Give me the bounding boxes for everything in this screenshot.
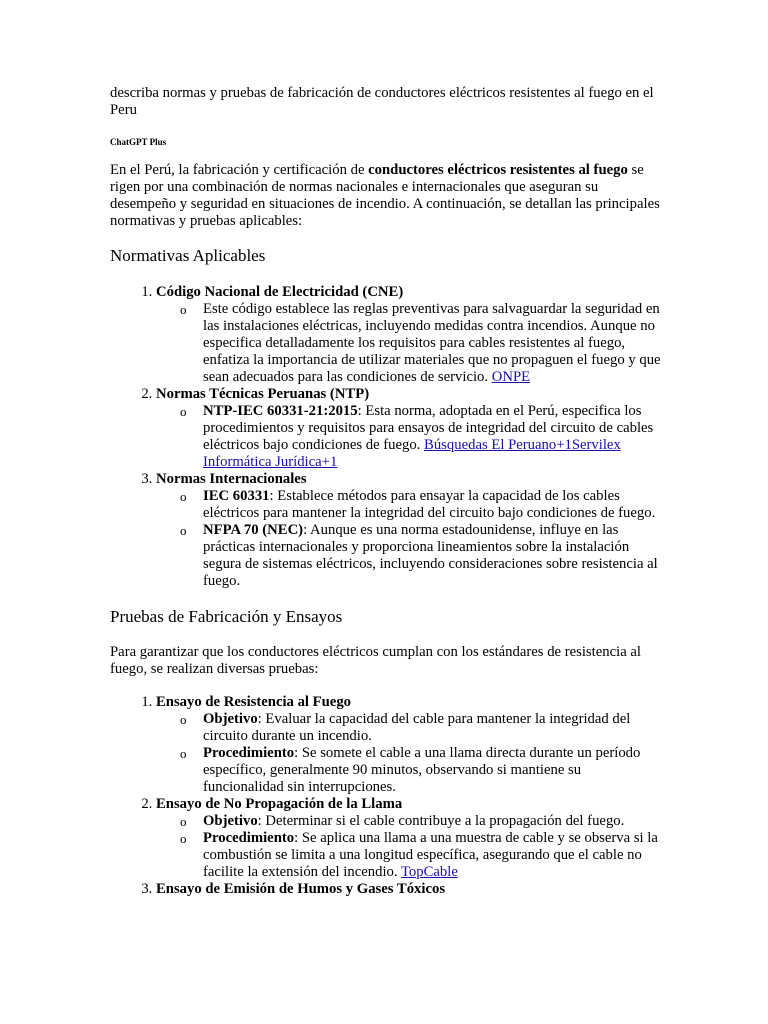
list-item-title: Ensayo de Resistencia al Fuego [156,694,352,710]
sub-item-text: : Aunque es una norma estadounidense, influye en las prácticas internacionales y proporciona lineamientos sobre la instalación segura de sistemas eléctricos, incluyendo consideraciones sobre resistencia al fuego. [203,522,658,589]
sub-item-text: : Se somete el cable a una llama directa durante un período específico, generalmente 90 minutos, observando si mantiene su funcionalidad sin interrupciones. [203,745,641,795]
sub-item-text: : Establece métodos para ensayar la capacidad de los cables eléctricos para mantener la integridad del circuito bajo condiciones de fuego. [203,488,656,521]
section-heading-normativas: Normativas Aplicables [110,246,266,265]
intro-text-after: se rigen por una combinación de normas nacionales e internacionales que aseguran su desempeño y seguridad en situaciones de incendio. A continuación, se detallan las principales normativas y pruebas aplicables: [110,162,660,229]
sub-item-text: Este código establece las reglas preventivas para salvaguardar la seguridad en las instalaciones eléctricas, incluyendo medidas contra incendios. Aunque no especifica detalladamente los requisitos para cables resistentes al fuego, enfatiza la importancia de utilizar materiales que no propaguen el fuego y que sean adecuados para las condiciones de servicio. [203,301,661,385]
intro-paragraph [110,162,662,230]
source-link-onpe[interactable]: ONPE [491,369,531,385]
list-item [156,386,662,471]
sub-item-text: : Esta norma, adoptada en el Perú, especifica los procedimientos y requisitos para ensayos de integridad del circuito de cables eléctricos bajo condiciones de fuego. [203,403,654,453]
document-page [110,85,662,898]
sub-list-item [203,522,662,590]
sub-item-bold: NFPA 70 (NEC) [203,522,304,538]
section-heading-pruebas: Pruebas de Fabricación y Ensayos [110,607,343,626]
sub-list-item [203,301,662,386]
sub-item-bold: IEC 60331 [203,488,270,504]
sub-list-item [203,745,662,796]
sub-item-text: : Evaluar la capacidad del cable para mantener la integridad del circuito durante un incendio. [203,711,631,744]
sub-item-text: : Se aplica una llama a una muestra de cable y se observa si la combustión se limita a una longitud específica, asegurando que el cable no facilite la extensión del incendio. [203,830,658,880]
list-item-title: Ensayo de No Propagación de la Llama [156,796,403,812]
sub-list [156,813,662,881]
pruebas-list [110,694,662,898]
sub-item-bold: Procedimiento [203,745,295,761]
sub-list [156,301,662,386]
sub-item-bold: Objetivo [203,711,258,727]
sub-list [156,711,662,796]
user-question: describa normas y pruebas de fabricación de conductores eléctricos resistentes al fuego en el Peru [110,85,654,118]
normativas-list [110,284,662,590]
list-item [156,284,662,386]
intro-text-before: En el Perú, la fabricación y certificación de [110,162,369,178]
sub-list [156,488,662,590]
source-link-topcable[interactable]: TopCable [400,864,458,880]
pruebas-intro-paragraph: Para garantizar que los conductores eléctricos cumplan con los estándares de resistencia al fuego, se realizan diversas pruebas: [110,644,641,677]
list-item-title: Ensayo de Emisión de Humos y Gases Tóxicos [156,881,446,897]
sub-list-item [203,488,662,522]
list-item [156,471,662,590]
list-item [156,881,662,898]
list-item-title: Normas Internacionales [156,471,307,487]
author-label: ChatGPT Plus [110,137,167,147]
list-item [156,694,662,796]
sub-list-item [203,711,662,745]
sub-list-item [203,830,662,881]
sub-item-text: : Determinar si el cable contribuye a la propagación del fuego. [257,813,625,829]
list-item [156,796,662,881]
sub-item-bold: NTP-IEC 60331-21:2015 [203,403,358,419]
sub-item-bold: Objetivo [203,813,258,829]
intro-bold-text: conductores eléctricos resistentes al fuego [368,162,628,178]
sub-item-bold: Procedimiento [203,830,295,846]
sub-list-item [203,403,662,471]
source-link-el-peruano[interactable]: Búsquedas El Peruano+1Servilex Informática Jurídica+1 [203,437,621,470]
list-item-title: Código Nacional de Electricidad (CNE) [156,284,404,300]
sub-list [156,403,662,471]
sub-list-item [203,813,662,830]
list-item-title: Normas Técnicas Peruanas (NTP) [156,386,370,402]
